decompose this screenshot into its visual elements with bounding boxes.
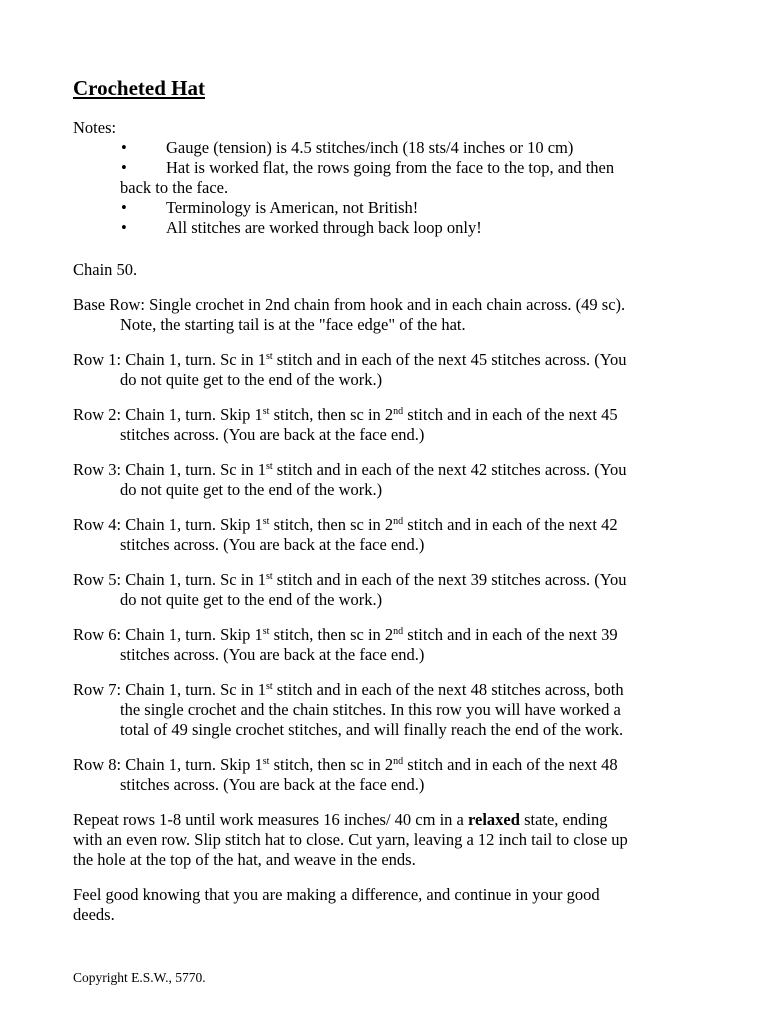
document-page <box>73 75 703 925</box>
repeat-instruction: Repeat rows 1-8 until work measures 16 inches/ 40 cm in a relaxed state, ending with an even row. Slip stitch hat to close. Cut yarn, leaving a 12 inch tail to close up the hole at the top of the hat, and weave in the ends. <box>73 810 628 869</box>
page-title: Crocheted Hat <box>73 76 205 100</box>
closing-note: Feel good knowing that you are making a difference, and continue in your good deeds. <box>73 885 600 924</box>
row-6: Row 6: Chain 1, turn. Skip 1st stitch, then sc in 2nd stitch and in each of the next 39 stitches across. (You are back at the face end.) <box>73 625 618 664</box>
note-item: • All stitches are worked through back loop only! <box>121 218 482 237</box>
notes-label: Notes: <box>73 118 117 137</box>
bullet-icon: • <box>121 158 127 177</box>
row-7: Row 7: Chain 1, turn. Sc in 1st stitch and in each of the next 48 stitches across, both the single crochet and the chain stitches. In this row you will have worked a total of 49 single crochet stitches, and will finally reach the end of the work. <box>73 680 624 739</box>
note-item: • Hat is worked flat, the rows going from the face to the top, and then <box>121 158 615 177</box>
row-4: Row 4: Chain 1, turn. Skip 1st stitch, then sc in 2nd stitch and in each of the next 42 stitches across. (You are back at the face end.) <box>73 515 618 554</box>
note-item: • Terminology is American, not British! <box>121 198 419 217</box>
row-3: Row 3: Chain 1, turn. Sc in 1st stitch and in each of the next 42 stitches across. (You do not quite get to the end of the work.) <box>73 460 627 499</box>
row-5: Row 5: Chain 1, turn. Sc in 1st stitch and in each of the next 39 stitches across. (You do not quite get to the end of the work.) <box>73 570 627 609</box>
row-1: Row 1: Chain 1, turn. Sc in 1st stitch and in each of the next 45 stitches across. (You do not quite get to the end of the work.) <box>73 350 627 389</box>
emphasis-relaxed: relaxed <box>468 810 520 829</box>
copyright-notice: Copyright E.S.W., 5770. <box>73 970 206 985</box>
note-item-continuation: back to the face. <box>120 178 229 197</box>
chain-instruction: Chain 50. <box>73 260 138 279</box>
bullet-icon: • <box>121 198 127 217</box>
base-row: Base Row: Single crochet in 2nd chain from hook and in each chain across. (49 sc). Note, the starting tail is at the "face edge" of the hat. <box>73 295 626 334</box>
row-2: Row 2: Chain 1, turn. Skip 1st stitch, then sc in 2nd stitch and in each of the next 45 stitches across. (You are back at the face end.) <box>73 405 618 444</box>
notes-list <box>73 138 703 238</box>
row-8: Row 8: Chain 1, turn. Skip 1st stitch, then sc in 2nd stitch and in each of the next 48 stitches across. (You are back at the face end.) <box>73 755 618 794</box>
bullet-icon: • <box>121 218 127 237</box>
note-item: • Gauge (tension) is 4.5 stitches/inch (18 sts/4 inches or 10 cm) <box>121 138 574 157</box>
bullet-icon: • <box>121 138 127 157</box>
